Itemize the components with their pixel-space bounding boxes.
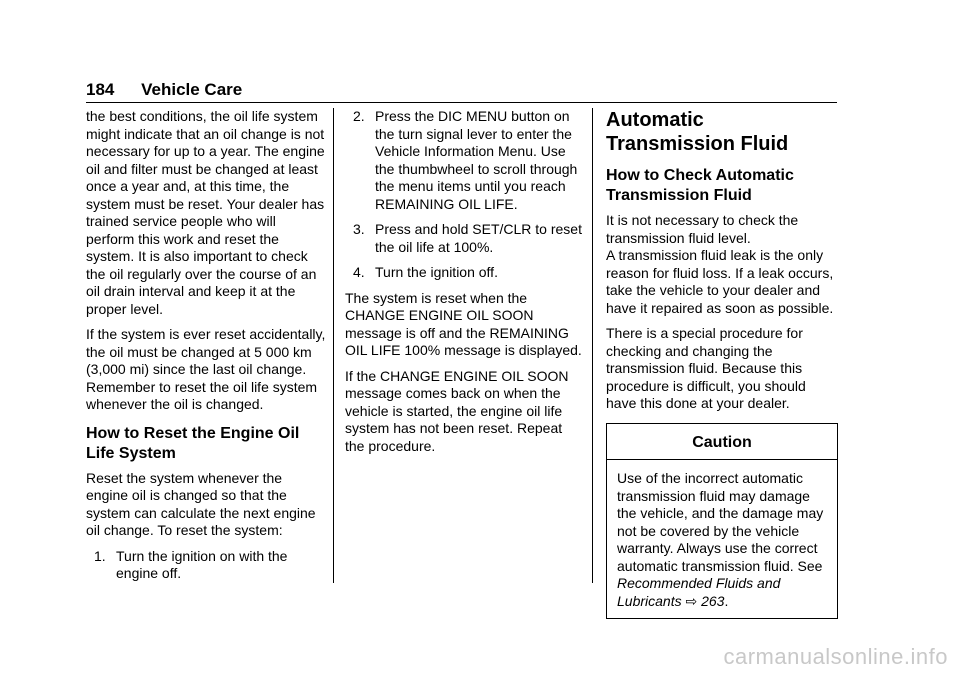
column-divider [592, 108, 593, 583]
fluids-lubricants-link[interactable] [617, 575, 780, 609]
step-number: 2. [353, 108, 365, 124]
caution-divider [607, 459, 837, 460]
reset-accidentally-paragraph: If the system is ever reset accidentally, the oil must be changed at 5 000 km (3,000 mi) since the last oil change. Remember to reset the oil life system whenever the oil is changed. [86, 326, 326, 412]
caution-body [617, 470, 827, 610]
reset-intro-paragraph: Reset the system whenever the engine oil is changed so that the system can calculate the next engine oil change. To reset the system: [86, 469, 316, 538]
oil-life-paragraph: the best conditions, the oil life system might indicate that an oil change is not necessary for up to a year. The engine oil and filter must be changed at least once a year and, at this time, the system must be reset. Your dealer has trained service people who will perform this work and reset the system. It is also important to check the oil regularly over the course of an oil drain interval and keep it at the proper level. [86, 108, 325, 317]
caution-box [606, 423, 838, 620]
special-procedure-paragraph: There is a special procedure for checking and changing the transmission fluid. Because this procedure is difficult, you should have this done at your dealer. [606, 325, 806, 411]
page-number: 184 [86, 80, 115, 99]
fluid-leak-text: A transmission fluid leak is the only reason for fluid loss. If a leak occurs, take the vehicle to your dealer and have it repaired as soon as possible. [606, 247, 834, 316]
reference-page: 263 [701, 592, 725, 609]
watermark: carmanualsonline.info [723, 644, 948, 669]
column-left [86, 108, 326, 591]
reference-text: Recommended Fluids and Lubricants [617, 575, 781, 609]
page-reference-arrow-icon: ⇨ [685, 592, 698, 609]
step-3 [345, 221, 585, 256]
caution-title: Caution [692, 433, 752, 451]
step-text: Turn the ignition on with the engine off. [116, 547, 288, 581]
reset-oil-life-heading: How to Reset the Engine Oil Life System [86, 424, 300, 462]
step-1 [86, 548, 326, 583]
column-middle [345, 108, 585, 463]
message-returns-paragraph: If the CHANGE ENGINE OIL SOON message comes back on when the vehicle is started, the engine oil life system has not been reset. Repeat the procedure. [345, 367, 569, 454]
step-4 [345, 264, 585, 282]
step-2 [345, 108, 585, 213]
check-fluid-heading: How to Check Automatic Transmission Fluid [606, 167, 794, 204]
page-header [86, 80, 242, 100]
column-right [606, 108, 838, 619]
column-divider [333, 108, 334, 583]
system-reset-paragraph: The system is reset when the CHANGE ENGINE OIL SOON message is off and the REMAINING OIL LIFE 100% message is displayed. [345, 289, 582, 358]
step-number: 4. [353, 264, 365, 280]
transmission-fluid-heading: Automatic Transmission Fluid [606, 109, 789, 155]
reference-period: . [724, 592, 729, 609]
fluid-level-text: It is not necessary to check the transmission fluid level. [606, 212, 799, 246]
step-text: Press the DIC MENU button on the turn signal lever to enter the Vehicle Information Menu. Use the thumbwheel to scroll through the menu items until you reach REMAINING OIL LIFE. [375, 108, 578, 212]
step-number: 3. [353, 221, 365, 237]
fluid-leak-paragraph [606, 212, 838, 317]
header-divider [86, 102, 837, 103]
caution-text: Use of the incorrect automatic transmission fluid may damage the vehicle, and the damage may not be covered by the vehicle warranty. Always use the correct automatic transmission fluid. See [617, 470, 824, 574]
step-text: Press and hold SET/CLR to reset the oil life at 100%. [375, 221, 582, 255]
section-title: Vehicle Care [141, 80, 243, 99]
step-number: 1. [94, 547, 106, 564]
step-text: Turn the ignition off. [375, 264, 498, 280]
